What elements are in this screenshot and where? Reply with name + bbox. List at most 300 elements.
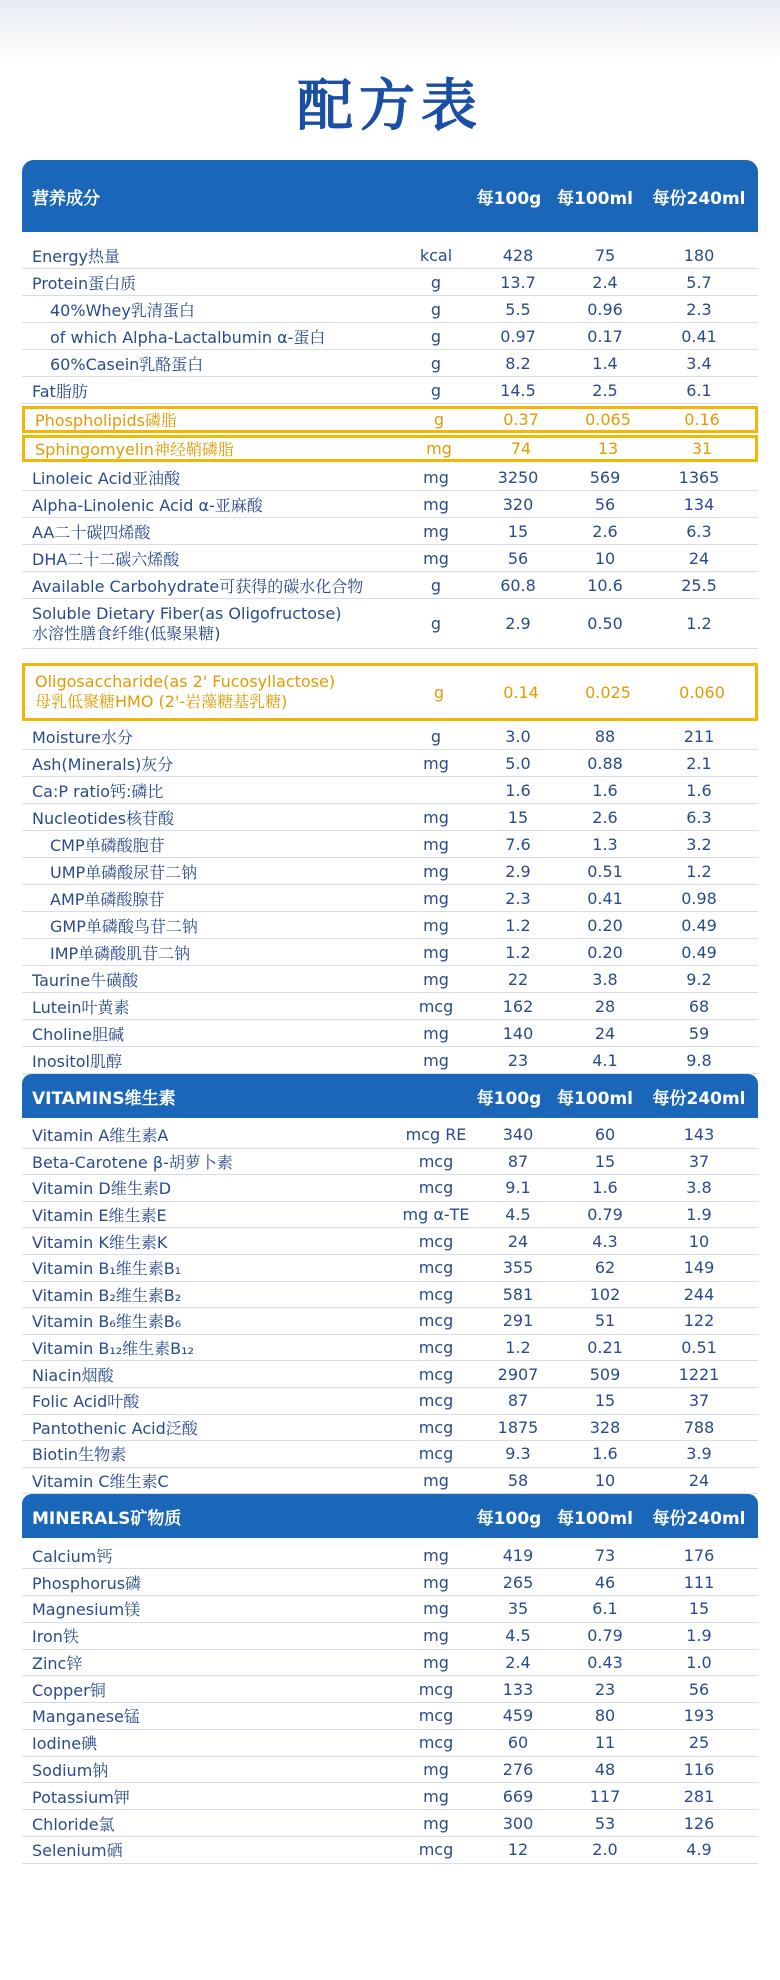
value-per-100ml: 10 [594,548,616,568]
table-row [22,518,758,545]
value-per-100g: 1875 [497,1417,539,1437]
value-per-100ml: 11 [594,1733,616,1753]
unit-cell: mg [423,494,449,514]
value-per-100ml: 509 [589,1364,621,1384]
unit-cell: mcg [418,1178,454,1198]
value-per-100g: 340 [502,1125,534,1145]
value-per-100ml: 1.6 [592,780,618,800]
unit-cell: g [430,575,442,595]
unit-cell: mcg [418,1417,454,1437]
value-per-serving: 2.3 [686,299,712,319]
value-per-100g: 14.5 [500,380,536,400]
table-row [22,599,758,649]
column-header-c2: 每100ml [556,1508,634,1529]
value-per-100ml: 0.51 [587,861,623,881]
table-row [22,750,758,777]
column-header-c1: 每100g [476,1508,542,1529]
value-per-100ml: 28 [594,996,616,1016]
value-per-100ml: 46 [594,1572,616,1592]
table-row [22,1388,758,1415]
value-per-100g: 12 [507,1840,529,1860]
nutrient-name: Oligosaccharide(as 2' Fucosyllactose) 母乳低聚糖HMO (2'-岩藻糖基乳糖) [35,672,336,711]
unit-cell: mg [423,861,449,881]
value-per-100ml: 0.17 [587,326,623,346]
section-rows [22,232,758,1074]
value-per-100g: 276 [502,1760,534,1780]
value-per-100g: 15 [507,807,529,827]
value-per-100ml: 62 [594,1258,616,1278]
value-per-100ml: 13 [597,439,619,458]
nutrient-name: Moisture水分 [32,727,133,747]
value-per-100g: 2.4 [505,1652,531,1672]
value-per-100ml: 3.8 [592,969,618,989]
unit-cell: g [433,410,445,429]
nutrient-name: Manganese锰 [32,1707,140,1727]
value-per-serving: 244 [683,1284,715,1304]
value-per-serving: 9.2 [686,969,712,989]
value-per-100ml: 1.4 [592,353,618,373]
value-per-serving: 3.2 [686,834,712,854]
value-per-serving: 1221 [678,1364,720,1384]
unit-cell: mcg [418,1733,454,1753]
table-row [22,1703,758,1730]
nutrient-name: Phospholipids磷脂 [35,411,177,430]
nutrient-name: AA二十碳四烯酸 [32,522,151,542]
unit-cell: mg [426,439,452,458]
value-per-100ml: 0.96 [587,299,623,319]
table-row [22,1837,758,1864]
nutrient-name: Inositol肌醇 [32,1051,122,1071]
value-per-serving: 1.2 [686,614,712,633]
unit-cell: g [430,353,442,373]
value-per-serving: 1.9 [686,1626,712,1646]
nutrient-name: DHA二十二碳六烯酸 [32,549,180,569]
value-per-100g: 300 [502,1813,534,1833]
value-per-100ml: 1.3 [592,834,618,854]
unit-cell: mcg [418,1679,454,1699]
value-per-100ml: 60 [594,1125,616,1145]
table-row [22,858,758,885]
nutrient-name: Zinc锌 [32,1653,83,1673]
value-per-100g: 355 [502,1258,534,1278]
nutrient-name: Sphingomyelin神经鞘磷脂 [35,440,234,459]
nutrient-name: Ca:P ratio钙:磷比 [32,781,164,801]
value-per-serving: 193 [683,1706,715,1726]
nutrient-name: Alpha-Linolenic Acid α-亚麻酸 [32,495,263,515]
value-per-100g: 87 [507,1151,529,1171]
value-per-serving: 31 [691,439,713,458]
table-row [22,1335,758,1362]
table-row [22,1730,758,1757]
value-per-serving: 0.98 [681,888,717,908]
value-per-100g: 0.97 [500,326,536,346]
unit-cell: mg [423,467,449,487]
nutrient-name: Protein蛋白质 [32,273,137,293]
nutrient-name: CMP单磷酸胞苷 [50,835,165,855]
value-per-100g: 2907 [497,1364,539,1384]
value-per-serving: 122 [683,1311,715,1331]
value-per-serving: 5.7 [686,272,712,292]
value-per-serving: 1.0 [686,1652,712,1672]
value-per-100g: 428 [502,245,534,265]
nutrient-name: Pantothenic Acid泛酸 [32,1418,198,1438]
value-per-100ml: 2.6 [592,521,618,541]
value-per-100ml: 51 [594,1311,616,1331]
table-row [22,885,758,912]
nutrient-name: Sodium钠 [32,1761,109,1781]
value-per-serving: 1.9 [686,1205,712,1225]
value-per-serving: 68 [688,996,710,1016]
section-header [22,160,758,232]
column-header-c2: 每100ml [556,188,634,209]
nutrient-name: Fat脂肪 [32,381,88,401]
value-per-100g: 58 [507,1471,529,1491]
value-per-100ml: 2.6 [592,807,618,827]
unit-cell: g [430,326,442,346]
value-per-100g: 60.8 [500,575,536,595]
value-per-serving: 10 [688,1231,710,1251]
nutrient-name: 60%Casein乳酪蛋白 [50,354,204,374]
value-per-100g: 0.37 [503,410,539,429]
nutrient-name: Phosphorus磷 [32,1573,142,1593]
value-per-serving: 281 [683,1786,715,1806]
unit-cell: mcg [418,1258,454,1278]
table-row [22,1569,758,1596]
unit-cell: mg [423,834,449,854]
nutrient-name: Vitamin B₁维生素B₁ [32,1259,182,1279]
value-per-100g: 23 [507,1050,529,1070]
value-per-serving: 0.49 [681,915,717,935]
value-per-serving: 126 [683,1813,715,1833]
nutrient-name: Vitamin E维生素E [32,1206,167,1226]
table-row [22,1415,758,1442]
value-per-100ml: 328 [589,1417,621,1437]
value-per-100g: 265 [502,1572,534,1592]
value-per-100ml: 0.79 [587,1205,623,1225]
unit-cell: mg [423,1023,449,1043]
unit-cell: mg [423,1626,449,1646]
table-row [22,663,758,721]
value-per-serving: 149 [683,1258,715,1278]
unit-cell: mcg RE [405,1125,467,1145]
nutrient-name: Chloride氯 [32,1814,115,1834]
unit-cell: mcg [418,1231,454,1251]
table-row [22,912,758,939]
value-per-100g: 3.0 [505,726,531,746]
nutrient-name: Iron铁 [32,1627,79,1647]
section-rows [22,1538,758,1864]
table-row [22,1596,758,1623]
value-per-100g: 140 [502,1023,534,1043]
unit-cell: mcg [418,1311,454,1331]
value-per-serving: 0.16 [684,410,720,429]
value-per-100g: 162 [502,996,534,1016]
value-per-100ml: 73 [594,1545,616,1565]
value-per-100ml: 56 [594,494,616,514]
value-per-serving: 56 [688,1679,710,1699]
value-per-100ml: 0.50 [587,614,623,633]
value-per-serving: 788 [683,1417,715,1437]
value-per-100ml: 0.79 [587,1626,623,1646]
table-row [22,1441,758,1468]
nutrient-name: Vitamin C维生素C [32,1472,169,1492]
unit-cell: g [430,380,442,400]
table-row [22,1542,758,1569]
table-row [22,1361,758,1388]
value-per-100g: 87 [507,1391,529,1411]
table-row [22,804,758,831]
unit-cell: kcal [419,245,453,265]
value-per-100g: 419 [502,1545,534,1565]
value-per-100ml: 0.025 [585,682,631,702]
unit-cell: mg [423,942,449,962]
table-row [22,1202,758,1229]
value-per-100ml: 0.88 [587,753,623,773]
table-row [22,242,758,269]
unit-cell: mcg [418,1840,454,1860]
table-row [22,831,758,858]
value-per-100g: 581 [502,1284,534,1304]
unit-cell: mcg [418,1284,454,1304]
nutrient-name: Folic Acid叶酸 [32,1392,140,1412]
table-row [22,1282,758,1309]
value-per-100g: 1.6 [505,780,531,800]
value-per-100ml: 1.6 [592,1444,618,1464]
column-header-c1: 每100g [476,188,542,209]
column-header-c3: 每份240ml [652,188,746,209]
value-per-100ml: 88 [594,726,616,746]
value-per-100ml: 10 [594,1471,616,1491]
value-per-100g: 459 [502,1706,534,1726]
nutrient-name: Vitamin K维生素K [32,1232,168,1252]
value-per-serving: 0.49 [681,942,717,962]
unit-cell: g [430,272,442,292]
top-background [0,0,780,60]
value-per-100g: 2.9 [505,614,531,633]
nutrient-name: Lutein叶黄素 [32,997,130,1017]
value-per-100g: 35 [507,1599,529,1619]
table-row [22,1175,758,1202]
table-row [22,1757,758,1784]
nutrient-name: Potassium钾 [32,1787,130,1807]
table-row [22,350,758,377]
value-per-serving: 3.9 [686,1444,712,1464]
nutrient-name: 40%Whey乳清蛋白 [50,300,195,320]
section-rows [22,1118,758,1494]
nutrient-name: Ash(Minerals)灰分 [32,754,174,774]
table-row [22,1783,758,1810]
value-per-serving: 2.1 [686,753,712,773]
value-per-100g: 7.6 [505,834,531,854]
value-per-100ml: 0.20 [587,915,623,935]
table-row [22,1255,758,1282]
unit-cell: mg [423,1652,449,1672]
value-per-100ml: 569 [589,467,621,487]
unit-cell: mcg [418,1706,454,1726]
unit-cell: mg [423,1050,449,1070]
nutrient-name: Niacin烟酸 [32,1365,114,1385]
nutrient-name: IMP单磷酸肌苷二钠 [50,943,191,963]
unit-cell: mcg [418,1338,454,1358]
unit-cell: g [430,614,442,633]
value-per-serving: 0.51 [681,1338,717,1358]
value-per-100ml: 53 [594,1813,616,1833]
table-row [22,323,758,350]
value-per-serving: 111 [683,1572,715,1592]
value-per-100ml: 4.3 [592,1231,618,1251]
value-per-serving: 134 [683,494,715,514]
nutrient-name: Nucleotides核苷酸 [32,808,175,828]
section-title: 营养成分 [32,188,100,209]
table-row [22,1228,758,1255]
nutrient-name: AMP单磷酸腺苷 [50,889,165,909]
nutrient-name: Copper铜 [32,1680,106,1700]
value-per-100g: 2.3 [505,888,531,908]
unit-cell: mg [423,548,449,568]
table-row [22,966,758,993]
value-per-serving: 116 [683,1760,715,1780]
value-per-100g: 5.0 [505,753,531,773]
value-per-100ml: 23 [594,1679,616,1699]
nutrient-name: Vitamin B₁₂维生素B₁₂ [32,1339,194,1359]
table-row [22,377,758,404]
value-per-100g: 1.2 [505,915,531,935]
nutrient-name: Energy热量 [32,246,121,266]
value-per-100g: 9.1 [505,1178,531,1198]
nutrient-name: Iodine碘 [32,1734,98,1754]
nutrient-name: Vitamin D维生素D [32,1179,172,1199]
table-row [22,1122,758,1149]
value-per-serving: 176 [683,1545,715,1565]
nutrient-name: Calcium钙 [32,1546,113,1566]
unit-cell: mg [423,1813,449,1833]
nutrient-name: Selenium硒 [32,1841,123,1861]
value-per-serving: 1.2 [686,861,712,881]
value-per-serving: 6.3 [686,807,712,827]
unit-cell: mg [423,1545,449,1565]
table-row [22,1650,758,1677]
value-per-100ml: 15 [594,1391,616,1411]
table-row [22,269,758,296]
value-per-serving: 9.8 [686,1050,712,1070]
unit-cell: g [433,682,445,702]
value-per-100ml: 0.41 [587,888,623,908]
table-row [22,1020,758,1047]
nutrient-name: of which Alpha-Lactalbumin α-蛋白 [50,327,326,347]
table-row [22,723,758,750]
value-per-serving: 24 [688,1471,710,1491]
value-per-serving: 143 [683,1125,715,1145]
section-header [22,1494,758,1538]
value-per-100g: 1.2 [505,942,531,962]
table-row [22,1149,758,1176]
unit-cell: mg [423,753,449,773]
nutrient-name: Soluble Dietary Fiber(as Oligofructose) 水溶性膳食纤维(低聚果糖) [32,603,342,643]
table-row [22,939,758,966]
value-per-serving: 211 [683,726,715,746]
table-row [22,545,758,572]
value-per-100g: 1.2 [505,1338,531,1358]
unit-cell: mg [423,1471,449,1491]
value-per-100g: 291 [502,1311,534,1331]
value-per-100ml: 15 [594,1151,616,1171]
page-title: 配方表 [297,74,483,139]
nutrient-name: Choline胆碱 [32,1024,124,1044]
value-per-serving: 59 [688,1023,710,1043]
table-row [22,296,758,323]
unit-cell: mg [423,1572,449,1592]
value-per-100g: 56 [507,548,529,568]
nutrient-name: Biotin生物素 [32,1445,127,1465]
table-row [22,993,758,1020]
unit-cell: mcg [418,1391,454,1411]
nutrient-name: Vitamin A维生素A [32,1126,169,1146]
unit-cell: mg [423,1599,449,1619]
unit-cell: mcg [418,1444,454,1464]
value-per-100ml: 6.1 [592,1599,618,1619]
value-per-100ml: 10.6 [587,575,623,595]
value-per-100g: 60 [507,1733,529,1753]
value-per-100ml: 102 [589,1284,621,1304]
column-header-c3: 每份240ml [652,1508,746,1529]
value-per-100g: 15 [507,521,529,541]
table-row [22,406,758,433]
value-per-100g: 0.14 [503,682,539,702]
value-per-100g: 9.3 [505,1444,531,1464]
value-per-serving: 1.6 [686,780,712,800]
unit-cell: mg [423,888,449,908]
value-per-serving: 0.060 [679,682,725,702]
value-per-100g: 2.9 [505,861,531,881]
column-header-c3: 每份240ml [652,1088,746,1109]
value-per-100ml: 4.1 [592,1050,618,1070]
nutrient-name: Vitamin B₂维生素B₂ [32,1285,182,1305]
value-per-100g: 74 [510,439,532,458]
value-per-100g: 669 [502,1786,534,1806]
table-row [22,572,758,599]
section-title: VITAMINS维生素 [32,1088,176,1109]
value-per-100ml: 0.20 [587,942,623,962]
table-row [22,435,758,462]
unit-cell: mg [423,521,449,541]
table-row [22,1623,758,1650]
nutrient-name: Available Carbohydrate可获得的碳水化合物 [32,576,364,596]
table-row [22,1047,758,1074]
unit-cell: mcg [418,1151,454,1171]
column-header-c1: 每100g [476,1088,542,1109]
section-title: MINERALS矿物质 [32,1508,182,1529]
formula-table [22,160,758,1864]
unit-cell: g [430,299,442,319]
unit-cell: mg [423,1786,449,1806]
unit-cell: g [430,726,442,746]
value-per-100g: 3250 [497,467,539,487]
unit-cell: mg [423,915,449,935]
table-row [22,777,758,804]
unit-cell: mcg [418,996,454,1016]
table-row [22,1810,758,1837]
value-per-100g: 13.7 [500,272,536,292]
value-per-100g: 8.2 [505,353,531,373]
value-per-100ml: 0.065 [585,410,631,429]
nutrient-name: Vitamin B₆维生素B₆ [32,1312,182,1332]
table-row [22,464,758,491]
value-per-serving: 6.1 [686,380,712,400]
value-per-100g: 133 [502,1679,534,1699]
value-per-100ml: 2.0 [592,1840,618,1860]
value-per-serving: 1365 [678,467,720,487]
unit-cell: mg [423,1760,449,1780]
